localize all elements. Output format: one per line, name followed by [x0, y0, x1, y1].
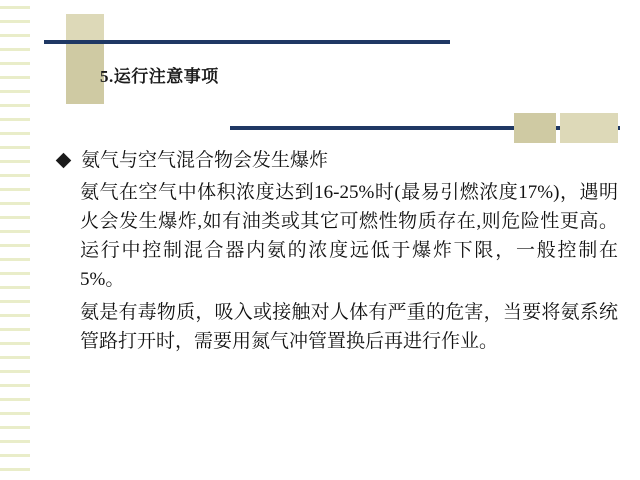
body-paragraph-2: 氨是有毒物质，吸入或接触对人体有严重的危害，当要将氨系统管路打开时，需要用氮气冲管置换后再进行作业。	[80, 302, 618, 352]
bullet-item	[58, 148, 618, 174]
title-block-upper	[66, 14, 104, 40]
body-paragraph-1: 氨气在空气中体积浓度达到16-25%时(最易引燃浓度17%)，遇明火会发生爆炸,如有油类或其它可燃性物质存在,则危险性更高。运行中控制混合器内氨的浓度远低于爆炸下限，一般控制在5%。	[80, 182, 618, 290]
divider-block-right	[514, 113, 556, 143]
bullet-item-label: 氨气与空气混合物会发生爆炸	[81, 150, 329, 171]
divider-block-far-right	[560, 113, 618, 143]
title-rule-top	[44, 40, 450, 44]
left-stripe-band	[0, 0, 30, 480]
title-block-lower	[66, 44, 104, 104]
page-title: 5.运行注意事项	[100, 67, 219, 86]
slide-body	[58, 148, 618, 356]
diamond-bullet-icon	[56, 153, 72, 169]
